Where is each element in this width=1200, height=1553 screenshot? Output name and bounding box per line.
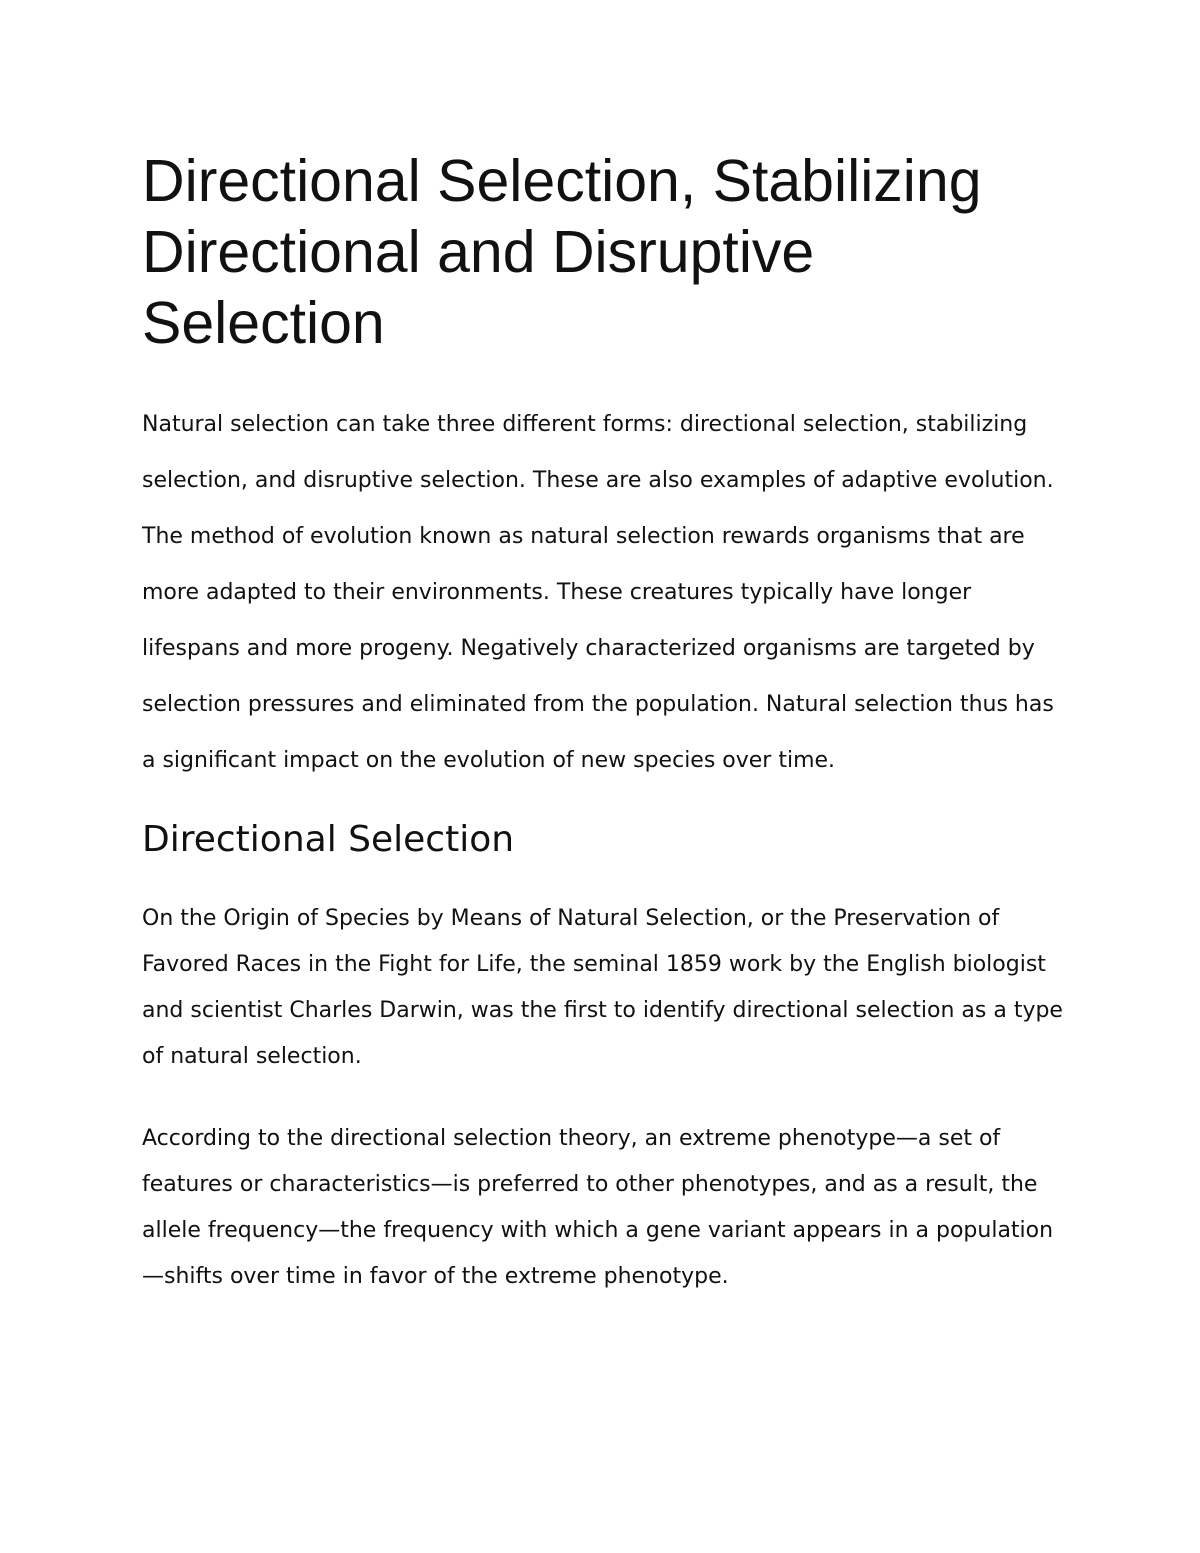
section-paragraph: On the Origin of Species by Means of Natural Selection, or the Preservation of Favored Races in the Fight for Life, the seminal 1859 work by the English biologist and scientist Charles Darwin, was the first to identify directional selection as a type of natural selection.: [142, 906, 1063, 1069]
intro-paragraph: Natural selection can take three different forms: directional selection, stabilizing selection, and disruptive selection. These are also examples of adaptive evolution. The method of evolution known as natural selection rewards organisms that are more adapted to their environments. These creatures typically have longer lifespans and more progeny. Negatively characterized organisms are targeted by selection pressures and eliminated from the population. Natural selection thus has a significant impact on the evolution of new species over time.: [142, 412, 1054, 773]
document-content: [142, 146, 1072, 1300]
section-paragraph: According to the directional selection theory, an extreme phenotype—a set of features or characteristics—is preferred to other phenotypes, and as a result, the allele frequency—the frequency with which a gene variant appears in a population—shifts over time in favor of the extreme phenotype.: [142, 1126, 1054, 1289]
document-title: Directional Selection, Stabilizing Directional and Disruptive Selection: [142, 148, 982, 356]
section-heading: Directional Selection: [142, 819, 515, 860]
